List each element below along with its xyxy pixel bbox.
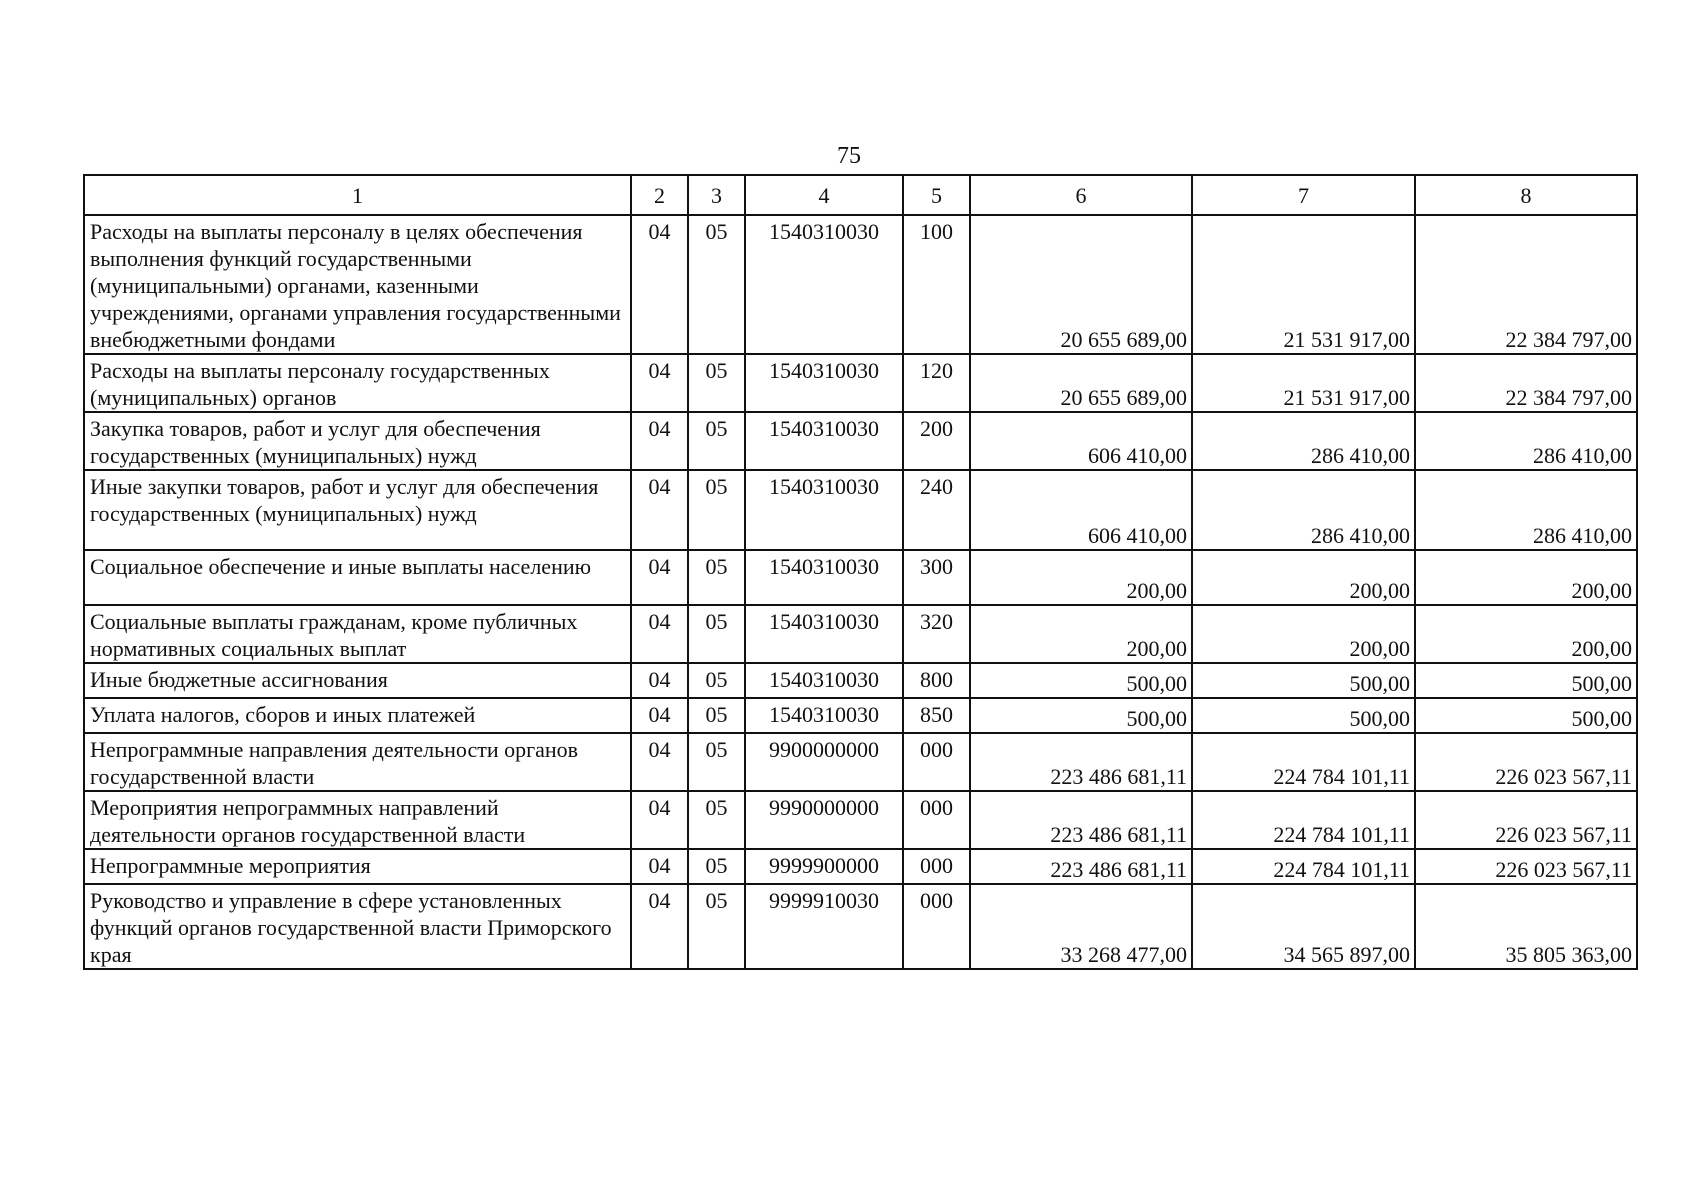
row-expense-type: 240 [903,470,970,550]
row-amount-col6: 223 486 681,11 [970,733,1192,791]
row-amount-col8: 226 023 567,11 [1415,791,1637,849]
row-section: 04 [631,849,688,884]
table-row [84,470,1637,550]
row-target-article: 1540310030 [745,412,903,470]
row-amount-col7: 21 531 917,00 [1192,215,1415,354]
row-expense-type: 000 [903,733,970,791]
row-target-article: 9999900000 [745,849,903,884]
row-subsection: 05 [688,470,745,550]
row-description: Уплата налогов, сборов и иных платежей [84,698,631,733]
row-subsection: 05 [688,698,745,733]
row-subsection: 05 [688,849,745,884]
row-amount-col6: 200,00 [970,605,1192,663]
table-row [84,215,1637,354]
row-amount-col7: 224 784 101,11 [1192,733,1415,791]
row-section: 04 [631,550,688,605]
table-row [84,884,1637,969]
budget-table [83,174,1638,970]
row-section: 04 [631,354,688,412]
row-expense-type: 200 [903,412,970,470]
row-expense-type: 000 [903,884,970,969]
row-section: 04 [631,470,688,550]
row-expense-type: 850 [903,698,970,733]
row-amount-col6: 606 410,00 [970,470,1192,550]
row-subsection: 05 [688,412,745,470]
row-amount-col7: 286 410,00 [1192,412,1415,470]
row-subsection: 05 [688,791,745,849]
row-amount-col6: 33 268 477,00 [970,884,1192,969]
row-section: 04 [631,698,688,733]
row-amount-col8: 200,00 [1415,550,1637,605]
column-header: 3 [688,175,745,215]
row-expense-type: 300 [903,550,970,605]
row-amount-col7: 224 784 101,11 [1192,849,1415,884]
row-description: Расходы на выплаты персоналу в целях обеспечения выполнения функций государственными (муниципальными) органами, казенными учреждениями, органами управления государственными внебюджетными фондами [84,215,631,354]
row-amount-col7: 200,00 [1192,605,1415,663]
row-description: Расходы на выплаты персоналу государственных (муниципальных) органов [84,354,631,412]
row-subsection: 05 [688,550,745,605]
row-amount-col7: 224 784 101,11 [1192,791,1415,849]
row-expense-type: 320 [903,605,970,663]
row-amount-col7: 500,00 [1192,698,1415,733]
row-amount-col6: 200,00 [970,550,1192,605]
row-amount-col6: 606 410,00 [970,412,1192,470]
row-amount-col7: 500,00 [1192,663,1415,698]
row-amount-col8: 500,00 [1415,698,1637,733]
row-section: 04 [631,663,688,698]
table-body [84,215,1637,969]
column-header: 7 [1192,175,1415,215]
column-header: 1 [84,175,631,215]
row-amount-col6: 20 655 689,00 [970,215,1192,354]
row-subsection: 05 [688,354,745,412]
row-description: Руководство и управление в сфере установленных функций органов государственной власти Приморского края [84,884,631,969]
row-subsection: 05 [688,605,745,663]
row-section: 04 [631,215,688,354]
row-amount-col6: 500,00 [970,663,1192,698]
row-amount-col6: 223 486 681,11 [970,849,1192,884]
row-target-article: 1540310030 [745,470,903,550]
column-header: 6 [970,175,1192,215]
table-row [84,354,1637,412]
row-amount-col8: 500,00 [1415,663,1637,698]
table-row [84,733,1637,791]
row-expense-type: 120 [903,354,970,412]
row-target-article: 1540310030 [745,605,903,663]
row-target-article: 1540310030 [745,550,903,605]
row-target-article: 9990000000 [745,791,903,849]
row-target-article: 1540310030 [745,354,903,412]
row-description: Иные закупки товаров, работ и услуг для обеспечения государственных (муниципальных) нужд [84,470,631,550]
row-target-article: 1540310030 [745,663,903,698]
row-amount-col8: 200,00 [1415,605,1637,663]
table-row [84,698,1637,733]
table-row [84,663,1637,698]
row-subsection: 05 [688,663,745,698]
row-target-article: 9999910030 [745,884,903,969]
row-amount-col8: 22 384 797,00 [1415,354,1637,412]
row-amount-col6: 500,00 [970,698,1192,733]
column-header: 2 [631,175,688,215]
row-section: 04 [631,605,688,663]
row-subsection: 05 [688,733,745,791]
row-amount-col6: 20 655 689,00 [970,354,1192,412]
column-number-row [84,175,1637,215]
row-amount-col8: 35 805 363,00 [1415,884,1637,969]
page-number: 75 [837,143,861,169]
row-description: Социальные выплаты гражданам, кроме публичных нормативных социальных выплат [84,605,631,663]
table-row [84,550,1637,605]
row-amount-col7: 34 565 897,00 [1192,884,1415,969]
row-amount-col7: 286 410,00 [1192,470,1415,550]
row-amount-col7: 200,00 [1192,550,1415,605]
row-expense-type: 000 [903,849,970,884]
row-description: Иные бюджетные ассигнования [84,663,631,698]
row-section: 04 [631,733,688,791]
row-section: 04 [631,791,688,849]
table-row [84,605,1637,663]
row-amount-col8: 286 410,00 [1415,412,1637,470]
row-amount-col7: 21 531 917,00 [1192,354,1415,412]
row-expense-type: 100 [903,215,970,354]
table-row [84,791,1637,849]
row-amount-col6: 223 486 681,11 [970,791,1192,849]
column-header: 5 [903,175,970,215]
row-expense-type: 800 [903,663,970,698]
row-amount-col8: 226 023 567,11 [1415,733,1637,791]
row-description: Непрограммные мероприятия [84,849,631,884]
table-row [84,849,1637,884]
column-header: 4 [745,175,903,215]
row-subsection: 05 [688,884,745,969]
row-amount-col8: 286 410,00 [1415,470,1637,550]
row-description: Закупка товаров, работ и услуг для обеспечения государственных (муниципальных) нужд [84,412,631,470]
row-description: Непрограммные направления деятельности органов государственной власти [84,733,631,791]
row-description: Мероприятия непрограммных направлений деятельности органов государственной власти [84,791,631,849]
row-target-article: 1540310030 [745,698,903,733]
row-section: 04 [631,412,688,470]
row-amount-col8: 22 384 797,00 [1415,215,1637,354]
row-section: 04 [631,884,688,969]
table-row [84,412,1637,470]
row-subsection: 05 [688,215,745,354]
row-amount-col8: 226 023 567,11 [1415,849,1637,884]
row-description: Социальное обеспечение и иные выплаты населению [84,550,631,605]
row-target-article: 9900000000 [745,733,903,791]
row-expense-type: 000 [903,791,970,849]
row-target-article: 1540310030 [745,215,903,354]
column-header: 8 [1415,175,1637,215]
